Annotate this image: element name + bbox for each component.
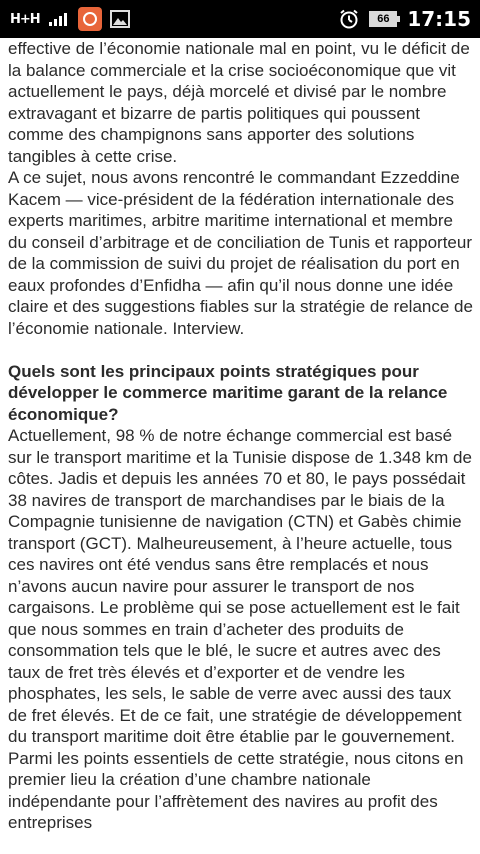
signal-icon: H+H	[10, 11, 40, 27]
interview-question: Quels sont les principaux points stratégiques pour développer le commerce maritime garant de la relance économique?	[8, 361, 448, 424]
status-bar-right	[339, 6, 471, 32]
clock-time: 17:15	[407, 7, 471, 31]
battery-level: 66	[377, 13, 390, 25]
article-body	[8, 38, 474, 834]
battery-icon	[369, 11, 397, 27]
article-paragraph-intro: effective de l’économie nationale mal en point, vu le déficit de la balance commerciale et la crise socioéconomique que vit actuellement le pays, déjà morcelé et divisé par le nombre extravagant et bizarre de partis politiques qui poussent comme des champignons sans apporter des solutions tangibles à cette crise.	[8, 39, 470, 166]
interview-answer: Actuellement, 98 % de notre échange commercial est basé sur le transport maritime et la Tunisie dispose de 1.348 km de côtes. Jadis et depuis les années 70 et 80, le pays possédait 38 navires de transport de marchandises par le biais de la Compagnie tunisienne de navigation (CTN) et Gabès chimie transport (GCT). Malheureusement, à l’heure actuelle, tous ces navires ont été vendus sans être remplacés et nous n’avons aucun navire pour assurer le transport de nos cargaisons. Le problème qui se pose actuellement est le fait que nous sommes en train d’acheter des produits de consommation tels que le blé, le sucre et autres avec des taux de fret très élevés et d’exporter et de vendre les phosphates, les sels, le sable de verre avec aussi des taux de fret élevés. Et de ce fait, une stratégie de développement du transport maritime doit être établie par le gouvernement. Parmi les points essentiels de cette stratégie, nous citons en premier lieu la création d’une chambre nationale indépendante pour l’affrètement des navires au profit des entreprises	[8, 426, 472, 832]
app-icon	[78, 7, 102, 31]
image-icon	[110, 10, 130, 28]
alarm-icon	[339, 9, 359, 29]
signal-bars-icon	[48, 12, 70, 26]
status-bar-left	[10, 6, 130, 32]
status-bar	[0, 0, 480, 38]
paragraph-spacer	[8, 339, 474, 361]
article-paragraph-context: A ce sujet, nous avons rencontré le commandant Ezzeddine Kacem — vice-président de la fédération internationale des experts maritimes, arbitre maritime international et membre du conseil d’arbitrage et de conciliation de Tunis et rapporteur de la commission de suivi du projet de réalisation du port en eaux profondes d’Enfidha — afin qu’il nous donne une idée claire et des suggestions fiables sur la stratégie de relance de l’économie nationale. Interview.	[8, 168, 473, 338]
